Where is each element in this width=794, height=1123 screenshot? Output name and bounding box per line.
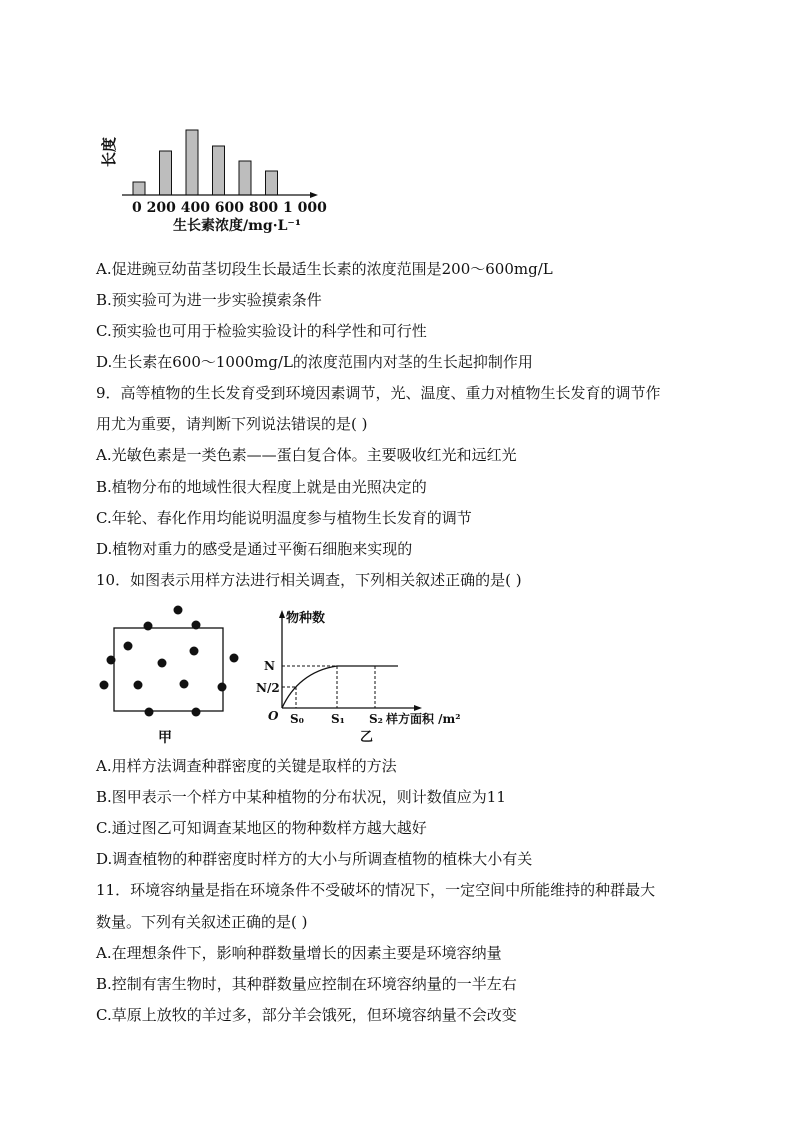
q11-option-b: B.控制有害生物时，其种群数量应控制在环境容纳量的一半左右 [96, 975, 517, 993]
q10-option-c: C.通过图乙可知调查某地区的物种数样方越大越好 [96, 819, 427, 837]
q9-stem-line1: 9．高等植物的生长发育受到环境因素调节，光、温度、重力对植物生长发育的调节作 [96, 384, 661, 402]
yi-s2: S₂ [369, 712, 383, 726]
yi-x-label: 样方面积 /m² [386, 712, 461, 726]
bar-600 [213, 146, 225, 195]
q8-option-a: A.促进豌豆幼苗茎切段生长最适生长素的浓度范围是200～600mg/L [96, 260, 553, 278]
figure-jia [96, 600, 246, 750]
q10-option-d: D.调查植物的种群密度时样方的大小与所调查植物的植株大小有关 [96, 850, 533, 868]
yi-origin: O [268, 709, 279, 723]
chart-x-tick-labels: 0 200 400 600 800 1 000 [132, 200, 327, 216]
yi-caption: 乙 [360, 730, 374, 745]
q10-stem: 10．如图表示用样方法进行相关调查，下列相关叙述正确的是( ) [96, 571, 522, 589]
yi-y-arrow [279, 610, 285, 618]
q11-stem-line1: 11．环境容纳量是指在环境条件不受破坏的情况下，一定空间中所能维持的种群最大 [96, 881, 656, 899]
bar-0 [133, 182, 145, 195]
q9-option-c: C.年轮、春化作用均能说明温度参与植物生长发育的调节 [96, 509, 472, 527]
chart-y-label: 长度 [100, 136, 118, 168]
bar-200 [160, 151, 172, 195]
q11-stem-line2: 数量。下列有关叙述正确的是( ) [96, 913, 308, 931]
q9-option-a: A.光敏色素是一类色素——蛋白复合体。主要吸收红光和远红光 [96, 446, 517, 464]
yi-n-label: N [264, 659, 275, 673]
q9-option-b: B.植物分布的地域性很大程度上就是由光照决定的 [96, 478, 427, 496]
figure-yi [250, 604, 480, 746]
q8-option-c: C.预实验也可用于检验实验设计的科学性和可行性 [96, 322, 427, 340]
q8-option-b: B.预实验可为进一步实验摸索条件 [96, 291, 322, 309]
q10-option-a: A.用样方法调查种群密度的关键是取样的方法 [96, 757, 397, 775]
plant-dots [100, 606, 239, 717]
bar-chart [96, 120, 336, 240]
figure-jia-caption: 甲 [158, 730, 172, 746]
q9-stem-line2: 用尤为重要，请判断下列说法错误的是( ) [96, 415, 368, 433]
q11-option-c: C.草原上放牧的羊过多，部分羊会饿死，但环境容纳量不会改变 [96, 1006, 517, 1024]
quadrat-square [114, 628, 223, 711]
yi-s1: S₁ [331, 712, 345, 726]
yi-s0: S₀ [290, 712, 304, 726]
bar-1000 [266, 171, 278, 195]
q11-option-a: A.在理想条件下，影响种群数量增长的因素主要是环境容纳量 [96, 944, 502, 962]
q10-option-b: B.图甲表示一个样方中某种植物的分布状况，则计数值应为11 [96, 788, 506, 806]
yi-y-label: 物种数 [286, 611, 326, 626]
yi-n2-label: N/2 [256, 681, 280, 695]
yi-curve [282, 666, 398, 708]
bar-400 [186, 130, 198, 195]
q8-option-d: D.生长素在600～1000mg/L的浓度范围内对茎的生长起抑制作用 [96, 353, 533, 371]
q9-option-d: D.植物对重力的感受是通过平衡石细胞来实现的 [96, 540, 413, 558]
x-axis-arrow [310, 192, 318, 198]
chart-x-label: 生长素浓度/mg·L⁻¹ [173, 218, 301, 234]
bar-800 [239, 161, 251, 195]
yi-x-arrow [414, 705, 422, 711]
